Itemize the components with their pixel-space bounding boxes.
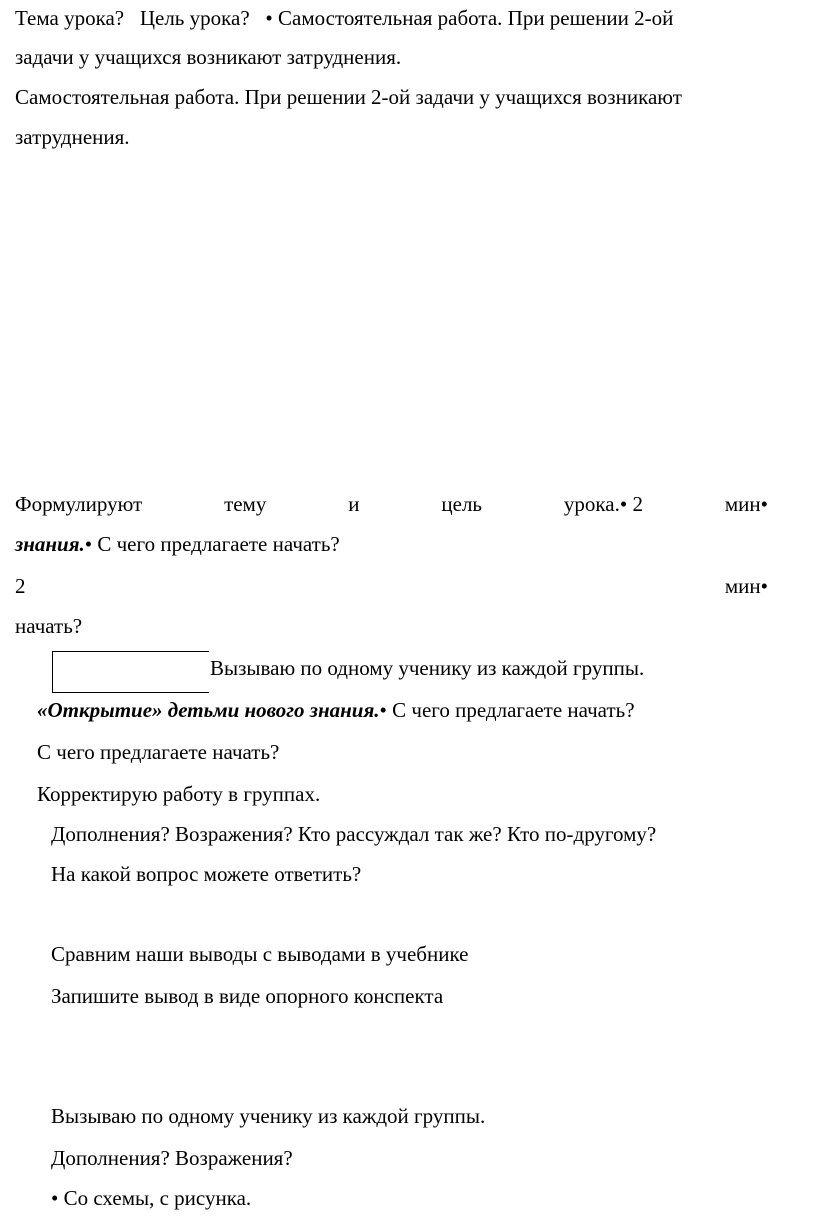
line-16: Запишите вывод в виде опорного конспекта — [51, 984, 444, 1008]
line-15: Сравним наши выводы с выводами в учебнике — [51, 942, 469, 966]
line-9: Вызываю по одному ученику из каждой группы. — [210, 656, 645, 680]
line-11: С чего предлагаете начать? — [37, 740, 280, 764]
bold-italic-text: знания. — [15, 532, 85, 556]
line-17: Вызываю по одному ученику из каждой группы. — [51, 1104, 486, 1128]
line-10-rest: • С чего предлагаете начать? — [379, 698, 635, 722]
word: Формулируют — [15, 492, 143, 516]
line-10 — [37, 697, 635, 723]
lesson-goal-question: Цель урока? — [139, 6, 250, 30]
lesson-topic-question: Тема урока? — [15, 6, 125, 30]
line-14: На какой вопрос можете ответить? — [51, 862, 362, 886]
line-18: Дополнения? Возражения? — [51, 1146, 293, 1170]
word: урока.• 2 — [563, 492, 643, 516]
line-6 — [15, 531, 340, 557]
line-2: задачи у учащихся возникают затруднения. — [15, 45, 402, 69]
word: цель — [441, 492, 483, 516]
line-8: начать? — [15, 614, 83, 638]
word: мин• — [724, 492, 768, 516]
word: мин• — [724, 574, 768, 598]
bullet-icon: • — [265, 6, 273, 30]
justified-line-1 — [15, 491, 768, 517]
line-1 — [15, 5, 673, 31]
empty-box — [52, 651, 209, 693]
justified-line-2 — [15, 573, 768, 599]
line-13: Дополнения? Возражения? Кто рассуждал так же? Кто по-другому? — [51, 822, 657, 846]
word: 2 — [15, 574, 26, 598]
bold-italic-heading: «Открытие» детьми нового знания. — [37, 698, 380, 722]
word: и — [348, 492, 360, 516]
independent-work-text: Самостоятельная работа. При решении 2-ой — [278, 6, 674, 30]
line-4: затруднения. — [15, 125, 130, 149]
line-6-rest: • С чего предлагаете начать? — [84, 532, 340, 556]
word: тему — [224, 492, 267, 516]
line-19: • Со схемы, с рисунка. — [51, 1186, 252, 1210]
line-3: Самостоятельная работа. При решении 2-ой задачи у учащихся возникают — [15, 85, 682, 109]
line-12: Корректирую работу в группах. — [37, 782, 321, 806]
